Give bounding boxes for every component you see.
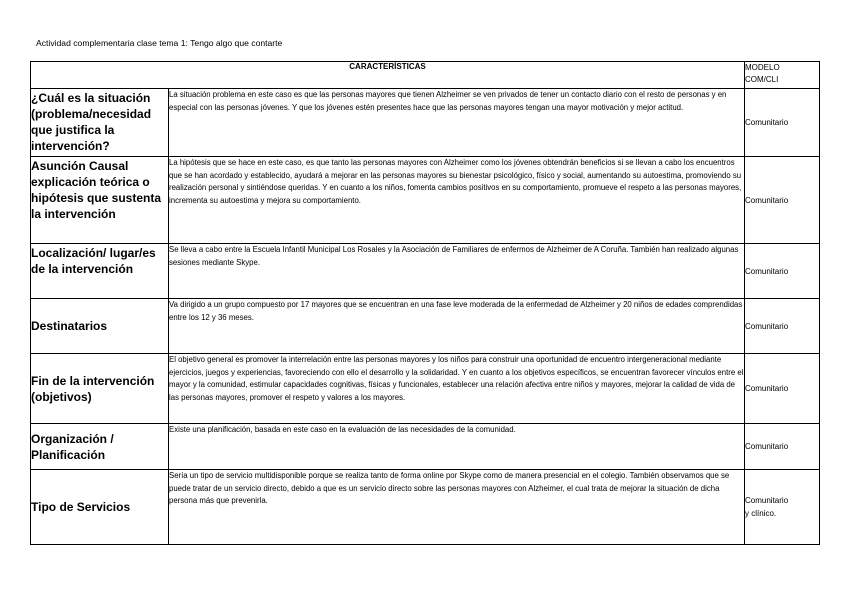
table-row bbox=[31, 299, 820, 354]
row-label-recipients: Destinatarios bbox=[31, 299, 169, 354]
row-description: Va dirigido a un grupo compuesto por 17 mayores que se encuentran en una fase leve moderada de la enfermedad de Alzheimer y 20 niños de edades comprendidas entre los 12 y 36 meses. bbox=[169, 299, 745, 354]
row-description: Se lleva a cabo entre la Escuela Infantil Municipal Los Rosales y la Asociación de Familiares de enfermos de Alzheimer de A Coruña. También han realizado algunas sesiones mediante Skype. bbox=[169, 244, 745, 299]
row-model-line1: Comunitario bbox=[745, 384, 789, 393]
row-model bbox=[745, 424, 820, 470]
header-model-line1: MODELO bbox=[745, 63, 780, 72]
row-model bbox=[745, 157, 820, 244]
table-row bbox=[31, 244, 820, 299]
row-label-hypothesis: Asunción Causal explicación teórica o hipótesis que sustenta la intervención bbox=[31, 157, 169, 244]
row-model bbox=[745, 244, 820, 299]
table-row bbox=[31, 89, 820, 157]
row-model-line1: Comunitario bbox=[745, 496, 789, 505]
row-model bbox=[745, 89, 820, 157]
row-model-line1: Comunitario bbox=[745, 266, 789, 276]
row-description: El objetivo general es promover la interrelación entre las personas mayores y los niños para construir una oportunidad de encuentro intergeneracional mediante ejercicios, juegos y experiencias, favoreciendo con ello el desarrollo y la solidaridad. Y en cuanto a los objetivos específicos, se encuentran favorecer vínculos entre el mayor y la comunidad, estimular capacidades cognitivas, físicas y funcionales, establecer una relación afectiva entre niños y mayores, mejorar la calidad de vida de las personas mayores, promover el respeto y valores a los mayores. bbox=[169, 354, 745, 424]
row-model bbox=[745, 299, 820, 354]
row-model-line2: y clínico. bbox=[745, 509, 777, 518]
row-description: Existe una planificación, basada en este caso en la evaluación de las necesidades de la comunidad. bbox=[169, 424, 745, 470]
row-description: La situación problema en este caso es que las personas mayores que tienen Alzheimer se ven privados de tener un contacto diario con el resto de personas y en especial con las personas jóvenes. Y que los jóvenes estén presentes hace que las personas mayores tengan una mayor motivación y mejor actitud. bbox=[169, 89, 745, 157]
table-row bbox=[31, 354, 820, 424]
header-characteristics: CARACTERÍSTICAS bbox=[31, 62, 745, 89]
row-description: La hipótesis que se hace en este caso, es que tanto las personas mayores con Alzheimer como los jóvenes obtendrán beneficios si se llevan a cabo los encuentros que se han acordado y establecido, ayudará a mejorar en las personas mayores su bienestar psicológico, físico y social, aumentando su autoestima, promoviendo su realización personal y sintiéndose queridas. Y en cuanto a los niños, fomenta cambios positivos en su comportamiento, promueve el respeto a las personas mayores, incrementa su autoestima y mejora su comportamiento. bbox=[169, 157, 745, 244]
row-label-location: Localización/ lugar/es de la intervención bbox=[31, 244, 169, 299]
header-model-line2: COM/CLI bbox=[745, 75, 779, 84]
row-model-line1: Comunitario bbox=[745, 118, 789, 127]
row-model-line1: Comunitario bbox=[745, 321, 789, 331]
document-title: Actividad complementaria clase tema 1: Tengo algo que contarte bbox=[36, 38, 283, 48]
characteristics-table bbox=[30, 61, 820, 545]
row-label-services: Tipo de Servicios bbox=[31, 470, 169, 545]
table-row bbox=[31, 157, 820, 244]
row-model-line1: Comunitario bbox=[745, 442, 789, 451]
row-model bbox=[745, 470, 820, 545]
row-model-line1: Comunitario bbox=[745, 195, 789, 205]
table-header-row bbox=[31, 62, 820, 89]
row-model bbox=[745, 354, 820, 424]
row-label-organization: Organización / Planificación bbox=[31, 424, 169, 470]
row-description: Sería un tipo de servicio multidisponible porque se realiza tanto de forma online por Skype como de manera presencial en el colegio. También observamos que se puede tratar de un servicio directo, debido a que es un servicio directo sobre las personas mayores con Alzheimer, el cual trata de mejorar la situación de dicha persona más que prevenirla. bbox=[169, 470, 745, 545]
row-label-situation: ¿Cuál es la situación (problema/necesidad que justifica la intervención? bbox=[31, 89, 169, 157]
header-model bbox=[745, 62, 820, 89]
table-row bbox=[31, 470, 820, 545]
table-row bbox=[31, 424, 820, 470]
row-label-objectives: Fin de la intervención (objetivos) bbox=[31, 354, 169, 424]
